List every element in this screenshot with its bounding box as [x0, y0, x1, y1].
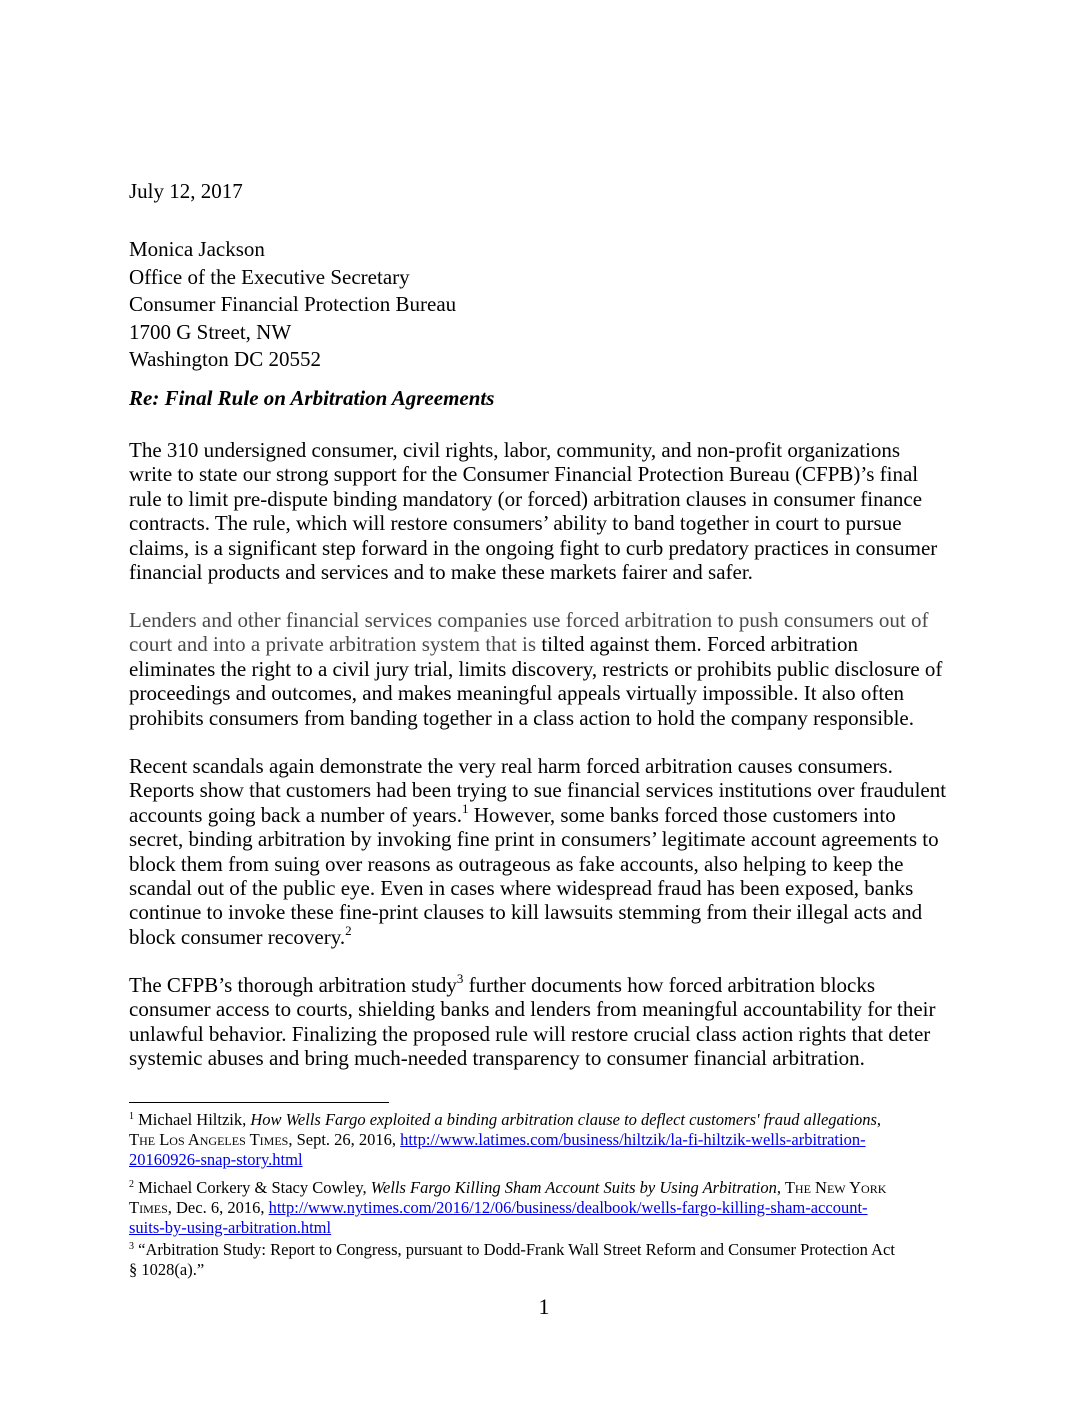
subject-line: Re: Final Rule on Arbitration Agreements: [129, 386, 495, 410]
text-line: eliminates the right to a civil jury trial, limits discovery, restricts or prohibits public disclosure of: [129, 656, 943, 681]
text-line: consumer access to courts, shielding banks and lenders from meaningful accountability for their: [129, 997, 936, 1022]
text-line: scandal out of the public eye. Even in cases where widespread fraud has been exposed, banks: [129, 876, 914, 901]
text-fragment: block consumer recovery.: [129, 924, 346, 949]
footnote-date: , Dec. 6, 2016,: [167, 1198, 269, 1217]
paragraph-1: [129, 438, 967, 584]
footnote-3: [129, 1240, 969, 1280]
recipient-street: 1700 G Street, NW: [129, 319, 292, 344]
footnote-author: Michael Corkery & Stacy Cowley,: [134, 1178, 371, 1197]
text-fragment: accounts going back a number of years.: [129, 802, 462, 827]
text-line: rule to limit pre-dispute binding mandatory (or forced) arbitration clauses in consumer finance: [129, 486, 923, 511]
footnote-line: [129, 1130, 969, 1150]
footnote-ref-2[interactable]: 2: [345, 922, 352, 938]
page-number: 1: [538, 1294, 550, 1319]
text-line: write to state our strong support for the Consumer Financial Protection Bureau (CFPB)’s final: [129, 462, 919, 487]
footnote-separator: [129, 1102, 389, 1103]
text-fragment: tilted against them. Forced arbitration: [541, 632, 858, 657]
footnote-line: [129, 1218, 969, 1238]
text-line: secret, binding arbitration by invoking fine print in consumers’ legitimate account agreements to: [129, 827, 939, 852]
recipient-city: Washington DC 20552: [129, 347, 321, 371]
paragraph-3: [129, 754, 967, 949]
text-line: The 310 undersigned consumer, civil rights, labor, community, and non-profit organizations: [129, 438, 901, 462]
footnote-ref-3[interactable]: 3: [456, 971, 464, 986]
text-line: proceedings and outcomes, and makes meaningful appeals virtually impossible. It also often: [129, 681, 905, 706]
footnote-1: [129, 1110, 969, 1170]
footnote-number: 3: [129, 1241, 134, 1252]
footnote-line: [129, 1150, 969, 1170]
footnote-line: § 1028(a).”: [129, 1260, 205, 1279]
letter-date: July 12, 2017: [129, 179, 243, 203]
footnote-line: [129, 1198, 969, 1218]
footnote-link[interactable]: http://www.nytimes.com/2016/12/06/business/dealbook/wells-fargo-killing-sham-account-: [268, 1198, 868, 1217]
text-line: [129, 632, 967, 656]
footnote-2: [129, 1178, 969, 1238]
text-line: claims, is a significant step forward in the ongoing fight to curb predatory practices in consumer: [129, 535, 938, 560]
footnote-link[interactable]: http://www.latimes.com/business/hiltzik/la-fi-hiltzik-wells-arbitration-: [400, 1130, 866, 1149]
text-fragment: However, some banks forced those customers into: [468, 802, 896, 827]
footnote-line: [129, 1110, 969, 1130]
text-line: block them from suing over reasons as outrageous as fake accounts, also helping to keep the: [129, 851, 904, 876]
footnote-line: [129, 1178, 969, 1198]
text-line: Lenders and other financial services companies use forced arbitration to push consumers out of: [129, 608, 929, 632]
footnote-text: “Arbitration Study: Report to Congress, pursuant to Dodd-Frank Wall Street Reform and Consumer Protection Act: [134, 1240, 895, 1259]
footnote-ref-1[interactable]: 1: [461, 800, 469, 816]
text-line: Recent scandals again demonstrate the very real harm forced arbitration causes consumers.: [129, 754, 893, 778]
footnote-publication: , The New York: [776, 1178, 887, 1197]
paragraph-2: [129, 608, 967, 730]
footnote-publication: Times: [129, 1198, 168, 1217]
recipient-office: Office of the Executive Secretary: [129, 264, 410, 289]
footnote-number: 2: [129, 1179, 134, 1190]
footnote-line: [129, 1240, 969, 1260]
text-line: [129, 800, 967, 827]
text-fragment: The CFPB’s thorough arbitration study: [129, 973, 457, 997]
text-line: prohibits consumers from banding together in a class action to hold the company responsible.: [129, 705, 914, 730]
paragraph-4: [129, 973, 967, 1071]
text-line: continue to invoke these fine-print clauses to kill lawsuits stemming from their illegal acts and: [129, 900, 923, 925]
text-line: Reports show that customers had been trying to sue financial services institutions over fraudulent: [129, 778, 947, 803]
text-line: financial products and services and to make these markets fairer and safer.: [129, 560, 753, 585]
footnote-link[interactable]: suits-by-using-arbitration.html: [129, 1218, 332, 1237]
text-line: [129, 973, 967, 997]
recipient-name: Monica Jackson: [129, 237, 265, 261]
recipient-address: [129, 236, 456, 374]
text-line: [129, 922, 967, 949]
footnote-separator-comma: ,: [876, 1110, 882, 1129]
text-line: systemic abuses and bring much-needed transparency to consumer financial arbitration.: [129, 1046, 865, 1071]
text-line: unlawful behavior. Finalizing the proposed rule will restore crucial class action rights that deter: [129, 1021, 931, 1046]
footnote-number: 1: [129, 1111, 134, 1122]
text-line: contracts. The rule, which will restore consumers’ ability to band together in court to pursue: [129, 511, 902, 536]
footnote-date: , Sept. 26, 2016,: [288, 1130, 401, 1149]
footnote-title: How Wells Fargo exploited a binding arbitration clause to deflect customers' fraud allegations: [250, 1110, 877, 1129]
footnote-link[interactable]: 20160926-snap-story.html: [129, 1150, 303, 1169]
text-fragment: court and into a private arbitration system that is: [129, 632, 542, 657]
recipient-agency: Consumer Financial Protection Bureau: [129, 292, 457, 316]
footnote-author: Michael Hiltzik,: [134, 1110, 251, 1129]
text-fragment: further documents how forced arbitration blocks: [463, 973, 876, 997]
footnote-title: Wells Fargo Killing Sham Account Suits by Using Arbitration: [370, 1178, 777, 1197]
footnote-publication: The Los Angeles Times: [129, 1130, 289, 1149]
